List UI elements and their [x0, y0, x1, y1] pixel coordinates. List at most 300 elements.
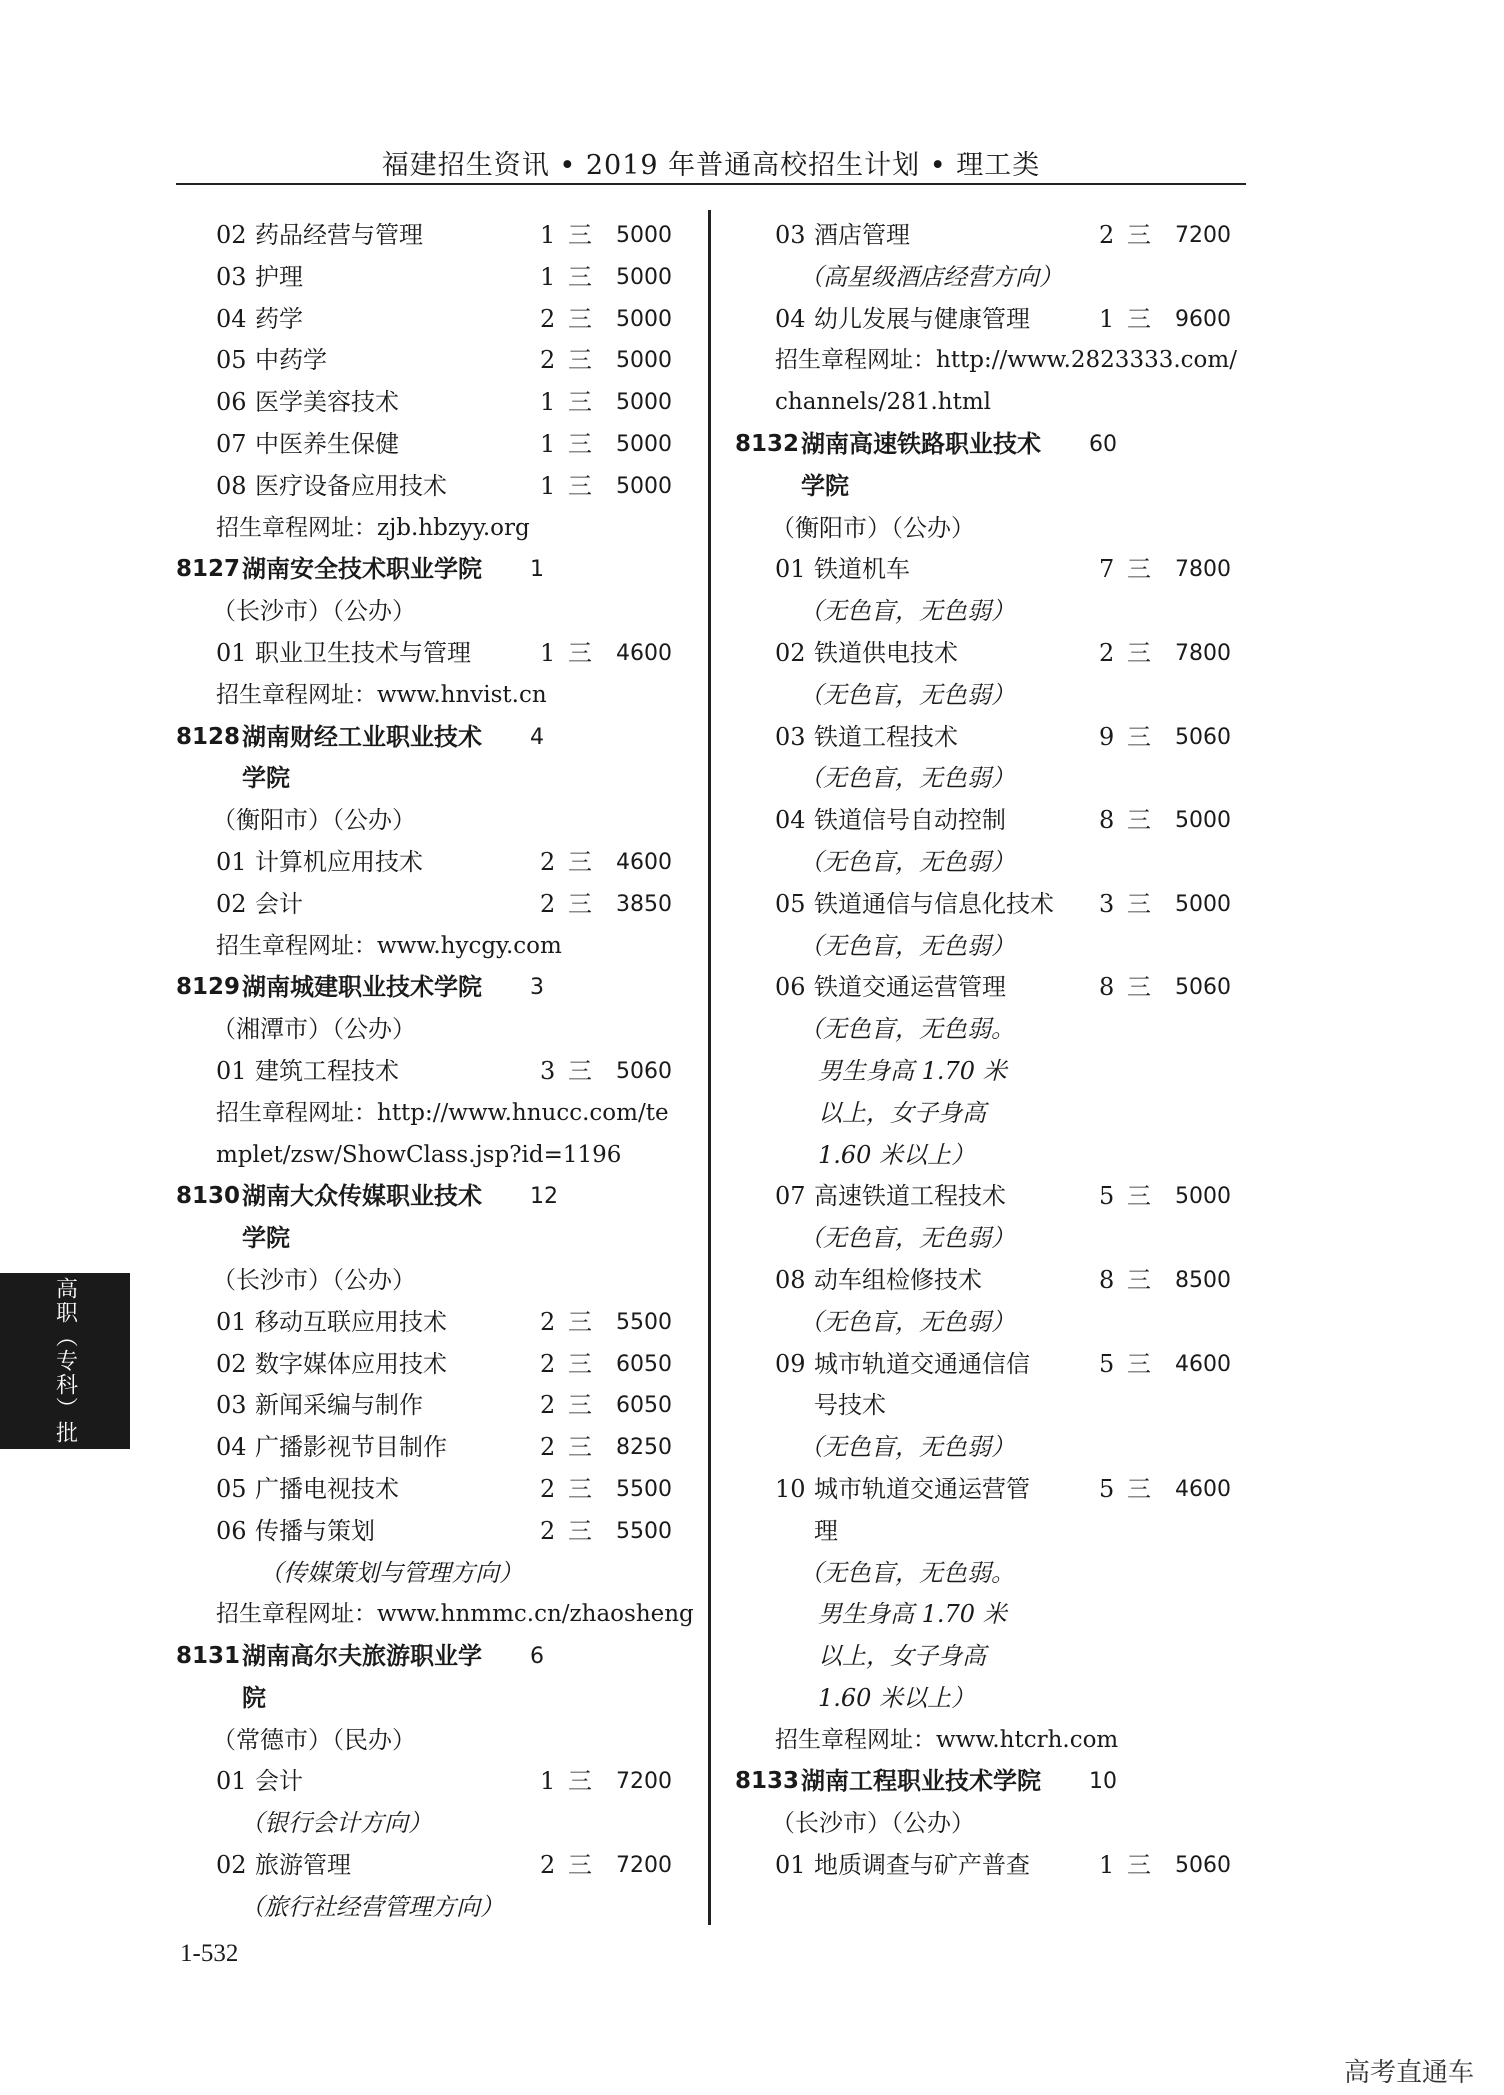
major-plan-count: 2	[540, 1433, 556, 1462]
major-row	[176, 424, 696, 466]
location-text: （长沙市）（公办）	[212, 1265, 416, 1294]
major-tuition: 5000	[616, 473, 672, 499]
major-tuition: 5000	[616, 223, 672, 248]
note-text: 以上，女子身高	[818, 1642, 986, 1671]
admission-url	[176, 1594, 696, 1636]
major-plan-count: 2	[540, 346, 556, 375]
major-name: 会计	[255, 889, 303, 918]
major-name-continued	[735, 1511, 1255, 1553]
major-tuition: 8250	[616, 1435, 672, 1461]
major-row	[735, 633, 1255, 675]
note-text: （无色盲，无色弱）	[799, 597, 1015, 626]
major-plan-count: 2	[540, 889, 556, 918]
institution-row	[176, 1176, 696, 1218]
major-code: 09	[775, 1349, 806, 1378]
major-code: 01	[216, 847, 247, 876]
major-code: 03	[775, 221, 806, 249]
admission-url	[176, 675, 696, 717]
major-row	[735, 549, 1255, 591]
major-years: 三	[1127, 1851, 1151, 1880]
location-text: （衡阳市）（公办）	[771, 513, 975, 542]
institution-row	[176, 967, 696, 1009]
major-name: 数字媒体应用技术	[255, 1349, 447, 1378]
major-row	[176, 1469, 696, 1511]
note-text: 男生身高 1.70 米	[818, 1600, 1007, 1629]
major-code: 07	[216, 429, 247, 458]
major-name: 地质调查与矿产普查	[814, 1851, 1030, 1880]
major-code: 01	[216, 1307, 247, 1336]
major-years: 三	[568, 221, 592, 249]
major-name: 铁道信号自动控制	[814, 806, 1006, 835]
major-name: 幼儿发展与健康管理	[814, 304, 1030, 333]
major-years: 三	[568, 1056, 592, 1085]
major-code: 08	[775, 1265, 806, 1294]
major-code: 04	[216, 1433, 247, 1462]
major-tuition: 4600	[616, 849, 672, 875]
institution-total: 60	[1089, 431, 1117, 457]
major-years: 三	[1127, 304, 1151, 333]
major-code: 03	[216, 262, 247, 291]
admission-url-continued	[176, 1135, 696, 1177]
major-years: 三	[1127, 973, 1151, 1002]
major-code: 01	[216, 1767, 247, 1796]
institution-name: 湖南财经工业职业技术	[242, 722, 482, 751]
institution-total: 3	[530, 975, 544, 1001]
major-row	[735, 717, 1255, 759]
major-plan-count: 1	[540, 429, 556, 458]
major-row	[735, 1469, 1255, 1511]
note-text: 1.60 米以上）	[818, 1140, 976, 1169]
major-name: 中药学	[255, 346, 327, 375]
major-plan-count: 1	[540, 1767, 556, 1796]
major-row	[176, 884, 696, 926]
major-tuition: 5060	[1175, 975, 1231, 1001]
major-note	[735, 1009, 1255, 1051]
major-code: 02	[775, 638, 806, 667]
major-tuition: 3850	[616, 891, 672, 917]
url-text: 招生章程网址：http://www.hnucc.com/te	[216, 1099, 669, 1126]
major-row	[735, 800, 1255, 842]
major-row	[176, 842, 696, 884]
institution-location	[735, 508, 1255, 550]
major-plan-count: 2	[540, 1391, 556, 1420]
major-years: 三	[568, 1391, 592, 1420]
major-years: 三	[568, 1516, 592, 1545]
major-name: 广播电视技术	[255, 1474, 399, 1503]
major-note	[735, 257, 1255, 299]
major-code: 06	[775, 973, 806, 1002]
major-years: 三	[568, 847, 592, 876]
location-text: （湘潭市）（公办）	[212, 1015, 416, 1044]
note-text: 1.60 米以上）	[818, 1683, 976, 1712]
institution-location	[176, 800, 696, 842]
institution-location	[176, 1720, 696, 1762]
major-name: 动车组检修技术	[814, 1265, 982, 1294]
location-text: （长沙市）（公办）	[771, 1809, 975, 1838]
major-plan-count: 1	[1099, 304, 1115, 333]
major-years: 三	[568, 1307, 592, 1336]
major-years: 三	[568, 346, 592, 375]
major-name: 职业卫生技术与管理	[255, 638, 471, 667]
major-name: 中医养生保健	[255, 429, 399, 458]
major-plan-count: 2	[1099, 221, 1115, 249]
major-plan-count: 1	[540, 262, 556, 291]
institution-code: 8127	[176, 556, 241, 583]
major-plan-count: 2	[540, 847, 556, 876]
major-years: 三	[568, 304, 592, 333]
institution-name: 湖南高速铁路职业技术	[801, 429, 1041, 458]
major-code: 07	[775, 1182, 806, 1211]
major-name: 铁道通信与信息化技术	[814, 889, 1054, 918]
major-code: 03	[216, 1391, 247, 1420]
institution-row	[176, 717, 696, 759]
major-plan-count: 1	[540, 638, 556, 667]
major-years: 三	[1127, 555, 1151, 584]
note-text: （无色盲，无色弱。	[799, 1015, 1015, 1044]
institution-location	[735, 1803, 1255, 1845]
major-years: 三	[568, 1433, 592, 1462]
major-plan-count: 2	[540, 1516, 556, 1545]
major-name: 铁道机车	[814, 555, 910, 584]
major-note	[176, 1887, 696, 1929]
major-row	[735, 884, 1255, 926]
admission-url	[735, 1720, 1255, 1762]
note-text: （高星级酒店经营方向）	[799, 262, 1063, 291]
admission-url	[176, 1093, 696, 1135]
major-note	[735, 1135, 1255, 1177]
institution-row	[735, 424, 1255, 466]
major-tuition: 7800	[1175, 557, 1231, 583]
url-text: mplet/zsw/ShowClass.jsp?id=1196	[216, 1141, 622, 1168]
major-years: 三	[568, 1349, 592, 1378]
major-code: 08	[216, 471, 247, 500]
note-text: 以上，女子身高	[818, 1098, 986, 1127]
major-note	[735, 1427, 1255, 1469]
major-code: 05	[775, 889, 806, 918]
major-tuition: 5060	[1175, 724, 1231, 750]
institution-code: 8132	[735, 430, 800, 457]
major-row	[735, 299, 1255, 341]
major-tuition: 6050	[616, 1393, 672, 1419]
major-code: 04	[775, 304, 806, 333]
major-name: 医学美容技术	[255, 388, 399, 417]
major-plan-count: 2	[540, 1349, 556, 1378]
major-years: 三	[1127, 722, 1151, 751]
major-note	[735, 1302, 1255, 1344]
column-divider	[708, 210, 711, 1925]
institution-name: 湖南城建职业技术学院	[242, 973, 482, 1002]
major-years: 三	[1127, 1349, 1151, 1378]
major-plan-count: 2	[540, 1474, 556, 1503]
location-text: （长沙市）（公办）	[212, 597, 416, 626]
major-note	[735, 1678, 1255, 1720]
major-row	[176, 215, 696, 257]
institution-row	[176, 549, 696, 591]
major-note	[735, 675, 1255, 717]
major-tuition: 4600	[616, 640, 672, 666]
institution-name-cont: 学院	[242, 1224, 290, 1253]
institution-name-cont: 学院	[801, 471, 849, 500]
major-years: 三	[568, 638, 592, 667]
major-years: 三	[568, 889, 592, 918]
watermark: 高考直通车	[1343, 2058, 1474, 2088]
major-tuition: 8500	[1175, 1267, 1231, 1293]
note-text: （无色盲，无色弱）	[799, 764, 1015, 793]
major-row	[735, 1344, 1255, 1386]
major-plan-count: 5	[1099, 1474, 1115, 1503]
institution-name-continued	[176, 1218, 696, 1260]
major-note	[735, 926, 1255, 968]
note-text: （旅行社经营管理方向）	[240, 1892, 504, 1921]
major-name: 药品经营与管理	[255, 221, 423, 249]
major-plan-count: 2	[1099, 638, 1115, 667]
major-name: 酒店管理	[814, 221, 910, 249]
major-years: 三	[568, 1851, 592, 1880]
major-plan-count: 9	[1099, 722, 1115, 751]
institution-name-cont: 学院	[242, 764, 290, 793]
major-note	[176, 1803, 696, 1845]
institution-name-continued	[176, 1678, 696, 1720]
major-tuition: 5000	[616, 306, 672, 332]
major-tuition: 5060	[1175, 1853, 1231, 1879]
institution-name-cont: 院	[242, 1683, 266, 1712]
major-note	[735, 591, 1255, 633]
major-years: 三	[1127, 1182, 1151, 1211]
major-note	[735, 1636, 1255, 1678]
institution-location	[176, 1260, 696, 1302]
major-name: 新闻采编与制作	[255, 1391, 423, 1420]
major-years: 三	[1127, 221, 1151, 249]
major-name: 建筑工程技术	[255, 1056, 399, 1085]
major-tuition: 7200	[616, 1769, 672, 1795]
major-code: 01	[775, 555, 806, 584]
major-row	[176, 1344, 696, 1386]
major-plan-count: 8	[1099, 806, 1115, 835]
right-column	[735, 215, 1255, 1887]
major-name: 医疗设备应用技术	[255, 471, 447, 500]
major-code: 04	[216, 304, 247, 333]
major-name-cont: 理	[814, 1516, 838, 1545]
major-code: 06	[216, 388, 247, 417]
major-name: 铁道工程技术	[814, 722, 958, 751]
admission-url	[176, 508, 696, 550]
institution-total: 1	[530, 557, 544, 583]
url-text: 招生章程网址：zjb.hbzyy.org	[216, 514, 530, 541]
institution-code: 8130	[176, 1183, 241, 1210]
major-row	[176, 1761, 696, 1803]
side-tab-label: 高职（专科）批	[0, 1273, 130, 1449]
institution-name: 湖南安全技术职业学院	[242, 555, 482, 584]
major-tuition: 7200	[616, 1853, 672, 1879]
major-row	[176, 466, 696, 508]
location-text: （常德市）（民办）	[212, 1725, 416, 1754]
major-row	[735, 215, 1255, 257]
major-note	[735, 758, 1255, 800]
major-row	[176, 257, 696, 299]
major-plan-count: 8	[1099, 973, 1115, 1002]
institution-total: 6	[530, 1644, 544, 1670]
institution-name-continued	[735, 466, 1255, 508]
major-row	[176, 1427, 696, 1469]
major-tuition: 9600	[1175, 306, 1231, 332]
institution-code: 8128	[176, 723, 241, 750]
major-years: 三	[568, 1474, 592, 1503]
major-plan-count: 2	[540, 1307, 556, 1336]
institution-code: 8129	[176, 974, 241, 1001]
major-tuition: 5000	[616, 390, 672, 416]
major-code: 05	[216, 346, 247, 375]
note-text: （无色盲，无色弱）	[799, 1224, 1015, 1253]
note-text: （无色盲，无色弱）	[799, 847, 1015, 876]
major-row	[735, 967, 1255, 1009]
major-name: 广播影视节目制作	[255, 1433, 447, 1462]
url-text: 招生章程网址：www.hnmmc.cn/zhaosheng	[216, 1601, 694, 1628]
major-note	[735, 1553, 1255, 1595]
major-tuition: 4600	[1175, 1476, 1231, 1502]
major-row	[176, 299, 696, 341]
major-tuition: 4600	[1175, 1351, 1231, 1377]
url-text: 招生章程网址：www.htcrh.com	[775, 1726, 1119, 1753]
major-years: 三	[568, 262, 592, 291]
major-name: 传播与策划	[255, 1516, 375, 1545]
major-years: 三	[1127, 806, 1151, 835]
url-text: 招生章程网址：www.hycgy.com	[216, 932, 562, 959]
major-plan-count: 1	[540, 221, 556, 249]
page-header-title: 福建招生资讯 • 2019 年普通高校招生计划 • 理工类	[381, 150, 1041, 181]
institution-row	[176, 1636, 696, 1678]
note-text: 男生身高 1.70 米	[818, 1056, 1007, 1085]
major-years: 三	[1127, 638, 1151, 667]
major-plan-count: 1	[540, 388, 556, 417]
major-name-continued	[735, 1385, 1255, 1427]
major-row	[176, 633, 696, 675]
major-code: 01	[216, 1056, 247, 1085]
major-name: 城市轨道交通运营管	[814, 1474, 1030, 1503]
major-plan-count: 2	[540, 304, 556, 333]
institution-name: 湖南高尔夫旅游职业学	[242, 1642, 482, 1671]
left-column	[176, 215, 696, 1929]
institution-code: 8131	[176, 1643, 241, 1670]
major-code: 02	[216, 889, 247, 918]
major-name: 会计	[255, 1767, 303, 1796]
major-code: 03	[775, 722, 806, 751]
institution-name-continued	[176, 758, 696, 800]
major-code: 02	[216, 1349, 247, 1378]
major-note	[735, 1594, 1255, 1636]
major-row	[176, 1511, 696, 1553]
major-tuition: 5500	[616, 1476, 672, 1502]
major-years: 三	[568, 1767, 592, 1796]
url-text: channels/281.html	[775, 389, 991, 416]
major-code: 02	[216, 1851, 247, 1880]
major-tuition: 5000	[616, 431, 672, 457]
major-plan-count: 1	[1099, 1851, 1115, 1880]
location-text: （衡阳市）（公办）	[212, 806, 416, 835]
major-tuition: 7800	[1175, 640, 1231, 666]
institution-total: 4	[530, 724, 544, 750]
major-years: 三	[1127, 1265, 1151, 1294]
major-years: 三	[568, 388, 592, 417]
major-years: 三	[568, 429, 592, 458]
major-plan-count: 8	[1099, 1265, 1115, 1294]
major-name: 护理	[255, 262, 303, 291]
institution-total: 10	[1089, 1769, 1117, 1795]
major-tuition: 5500	[616, 1309, 672, 1335]
institution-name: 湖南工程职业技术学院	[801, 1767, 1041, 1796]
major-tuition: 5000	[1175, 808, 1231, 834]
major-note	[735, 1051, 1255, 1093]
major-tuition: 5000	[616, 264, 672, 290]
major-row	[176, 1385, 696, 1427]
admission-url-continued	[735, 382, 1255, 424]
major-row	[176, 382, 696, 424]
major-code: 04	[775, 806, 806, 835]
url-text: 招生章程网址：http://www.2823333.com/	[775, 347, 1237, 374]
major-note	[735, 1218, 1255, 1260]
institution-total: 12	[530, 1184, 558, 1210]
major-row	[176, 340, 696, 382]
major-plan-count: 7	[1099, 555, 1115, 584]
major-code: 10	[775, 1474, 806, 1503]
major-note	[735, 842, 1255, 884]
header-rule	[176, 183, 1246, 185]
institution-name: 湖南大众传媒职业技术	[242, 1182, 482, 1211]
note-text: （传媒策划与管理方向）	[259, 1558, 523, 1587]
major-name: 铁道供电技术	[814, 638, 958, 667]
note-text: （银行会计方向）	[240, 1809, 432, 1838]
major-row	[735, 1176, 1255, 1218]
major-years: 三	[1127, 889, 1151, 918]
major-code: 01	[216, 638, 247, 667]
major-name: 计算机应用技术	[255, 847, 423, 876]
major-plan-count: 3	[540, 1056, 556, 1085]
major-years: 三	[568, 471, 592, 500]
major-name: 移动互联应用技术	[255, 1307, 447, 1336]
admission-url	[176, 926, 696, 968]
major-tuition: 5000	[1175, 1184, 1231, 1210]
major-code: 02	[216, 221, 247, 249]
major-name-cont: 号技术	[814, 1391, 886, 1420]
major-row	[735, 1845, 1255, 1887]
major-tuition: 5000	[616, 348, 672, 374]
institution-location	[176, 591, 696, 633]
major-note	[176, 1553, 696, 1595]
major-name: 铁道交通运营管理	[814, 973, 1006, 1002]
major-plan-count: 2	[540, 1851, 556, 1880]
major-code: 01	[775, 1851, 806, 1880]
note-text: （无色盲，无色弱）	[799, 1433, 1015, 1462]
note-text: （无色盲，无色弱）	[799, 680, 1015, 709]
major-years: 三	[1127, 1474, 1151, 1503]
major-tuition: 7200	[1175, 223, 1231, 248]
major-tuition: 5500	[616, 1518, 672, 1544]
institution-location	[176, 1009, 696, 1051]
url-text: 招生章程网址：www.hnvist.cn	[216, 681, 547, 708]
major-plan-count: 3	[1099, 889, 1115, 918]
major-name: 城市轨道交通通信信	[814, 1349, 1030, 1378]
major-plan-count: 5	[1099, 1349, 1115, 1378]
major-row	[735, 1260, 1255, 1302]
major-row	[176, 1845, 696, 1887]
note-text: （无色盲，无色弱）	[799, 1307, 1015, 1336]
major-tuition: 5060	[616, 1058, 672, 1084]
major-tuition: 5000	[1175, 891, 1231, 917]
major-note	[735, 1093, 1255, 1135]
institution-row	[735, 1761, 1255, 1803]
major-tuition: 6050	[616, 1351, 672, 1377]
admission-url	[735, 340, 1255, 382]
institution-code: 8133	[735, 1768, 800, 1795]
